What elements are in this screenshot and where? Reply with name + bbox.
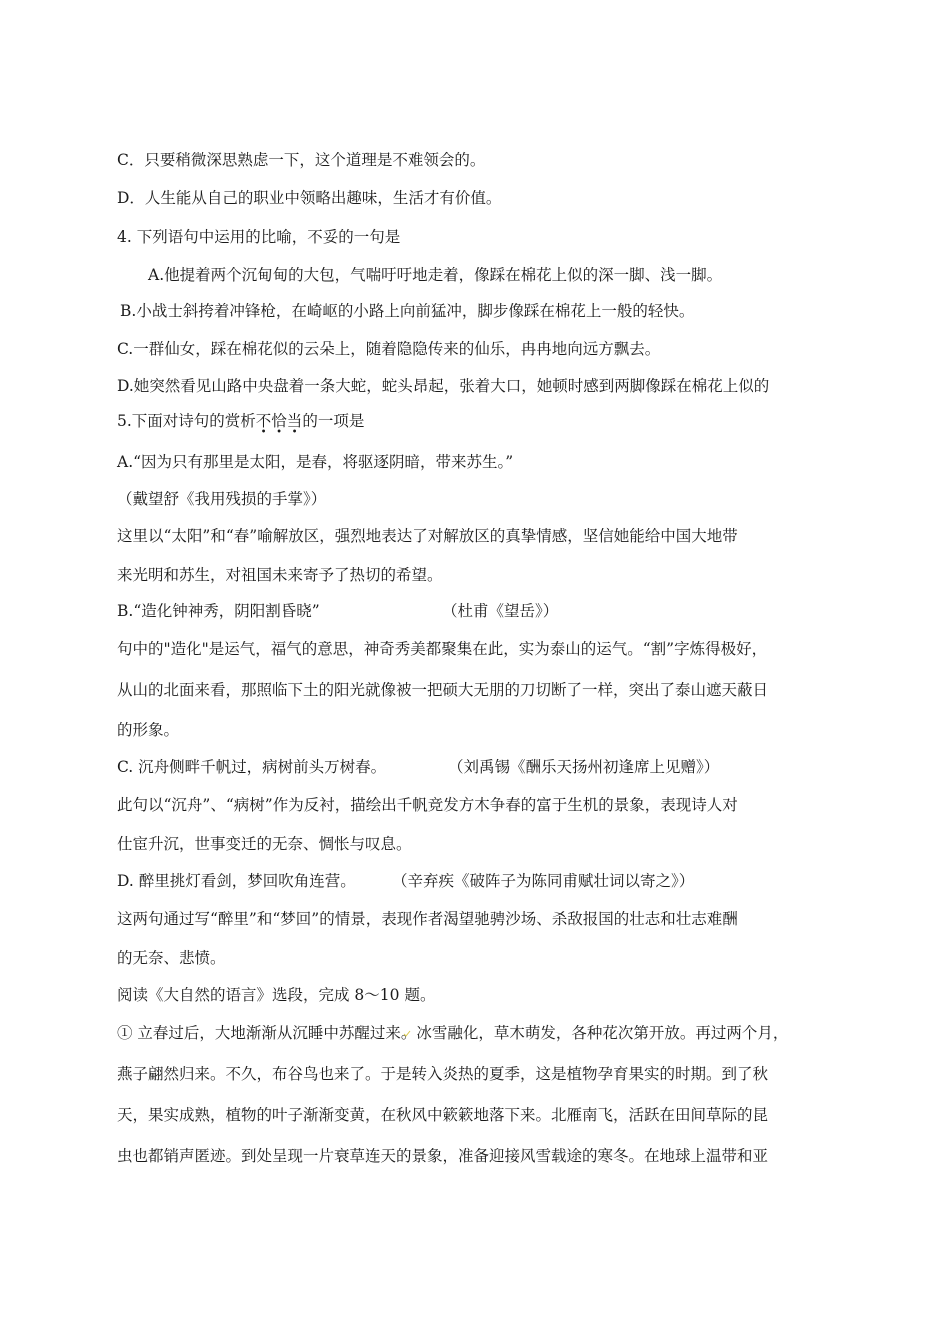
- scribble-mark-icon: [403, 1030, 411, 1038]
- q5-option-c-analysis-2: 仕宦升沉，世事变迁的无奈、惆怅与叹息。: [117, 835, 412, 853]
- emphasis-dots: • • •: [260, 427, 298, 438]
- passage-line-2: 燕子翩然归来。不久，布谷鸟也来了。于是转入炎热的夏季，这是植物孕育果实的时期。到了秋: [117, 1065, 769, 1083]
- question-4-stem: 4. 下列语句中运用的比喻，不妥的一句是: [117, 228, 401, 246]
- q5-stem-before: 5.下面对诗句的赏析: [117, 412, 256, 430]
- option-d-text: D．人生能从自己的职业中领略出趣味，生活才有价值。: [117, 189, 502, 207]
- question-5-stem: [117, 411, 365, 438]
- passage-line-3: 天，果实成熟，植物的叶子渐渐变黄，在秋风中簌簌地落下来。北雁南飞，活跃在田间草际的昆: [117, 1106, 769, 1124]
- q5-option-c-source: （刘禹锡《酬乐天扬州初逢席上见赠》）: [448, 758, 720, 776]
- q5-emphasis-text: 不恰当: [255, 412, 303, 430]
- q5-option-b-analysis-3: 的形象。: [117, 721, 180, 739]
- q5-option-a-analysis-2: 来光明和苏生，对祖国未来寄予了热切的希望。: [117, 566, 443, 584]
- q5-option-d-quote: D. 醉里挑灯看剑，梦回吹角连营。: [117, 872, 356, 890]
- q5-option-d-analysis-1: 这两句通过写“醉里”和“梦回”的情景，表现作者渴望驰骋沙场、杀敌报国的壮志和壮志难酬: [117, 910, 738, 928]
- q5-stem-after: 的一项是: [302, 412, 365, 430]
- q4-option-a: A.他提着两个沉甸甸的大包，气喘吁吁地走着，像踩在棉花上似的深一脚、浅一脚。: [148, 266, 723, 284]
- q5-option-b-analysis-2: 从山的北面来看，那照临下土的阳光就像被一把硕大无朋的刀切断了一样，突出了泰山遮天蔽日: [117, 681, 769, 699]
- passage-line-4: 虫也都销声匿迹。到处呈现一片衰草连天的景象，准备迎接风雪载途的寒冬。在地球上温带和亚: [117, 1147, 769, 1165]
- q5-option-a-quote: A.“因为只有那里是太阳，是春，将驱逐阴暗，带来苏生。”: [117, 453, 514, 471]
- q5-option-a-analysis-1: 这里以“太阳”和“春”喻解放区，强烈地表达了对解放区的真挚情感，坚信她能给中国大地带: [117, 527, 738, 545]
- q4-option-d: D.她突然看见山路中央盘着一条大蛇，蛇头昂起，张着大口，她顿时感到两脚像踩在棉花上似的: [117, 377, 770, 395]
- reading-instruction: 阅读《大自然的语言》选段，完成 8～10 题。: [117, 986, 436, 1004]
- q5-option-b-analysis-1: 句中的"造化"是运气，福气的意思，神奇秀美都聚集在此，实为泰山的运气。“割”字炼得极好，: [117, 640, 768, 658]
- q5-option-c-analysis-1: 此句以“沉舟”、“病树”作为反衬，描绘出千帆竞发方木争春的富于生机的景象，表现诗人对: [117, 796, 738, 814]
- q5-option-a-source: （戴望舒《我用残损的手掌》）: [117, 490, 327, 508]
- q5-option-c-quote: C. 沉舟侧畔千帆过，病树前头万树春。: [117, 758, 387, 776]
- q5-option-b-quote: B.“造化钟神秀，阴阳割昏晓”: [117, 602, 320, 620]
- option-c-text: C．只要稍微深思熟虑一下，这个道理是不难领会的。: [117, 151, 486, 169]
- q5-option-d-analysis-2: 的无奈、悲愤。: [117, 949, 226, 967]
- q5-option-b-source: （杜甫《望岳》）: [442, 602, 559, 620]
- q4-option-b: B.小战士斜挎着冲锋枪，在崎岖的小路上向前猛冲，脚步像踩在棉花上一般的轻快。: [120, 302, 695, 320]
- q5-emphasis: [255, 412, 303, 438]
- q5-option-d-source: （辛弃疾《破阵子为陈同甫赋壮词以寄之》）: [392, 872, 695, 890]
- passage-line-1: ① 立春过后，大地渐渐从沉睡中苏醒过来。冰雪融化，草木萌发，各种花次第开放。再过两个月，: [117, 1024, 789, 1042]
- q4-option-c: C.一群仙女，踩在棉花似的云朵上，随着隐隐传来的仙乐，冉冉地向远方飘去。: [117, 340, 661, 358]
